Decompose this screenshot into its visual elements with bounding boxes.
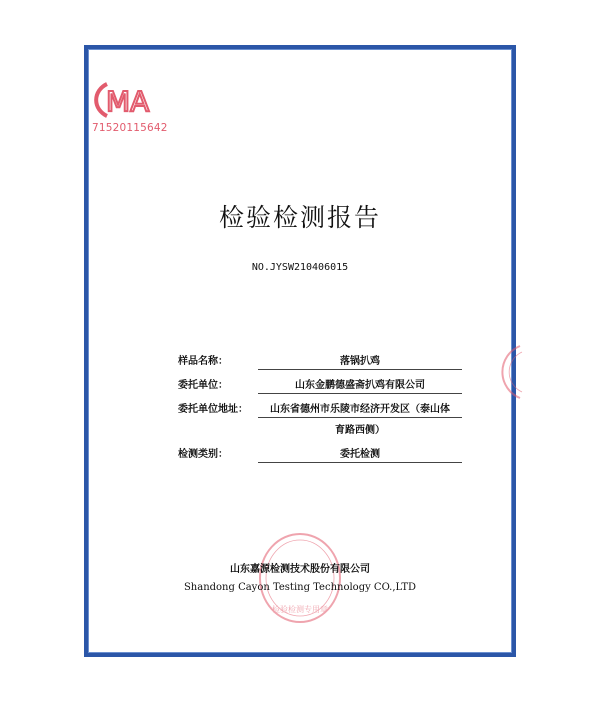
- sample-name-label: 样品名称：: [178, 356, 228, 367]
- cma-code: 71520115642: [92, 122, 168, 134]
- company-seal: [258, 532, 342, 624]
- test-category-label: 检测类别：: [178, 449, 228, 460]
- client-address-value-line1: 山东省德州市乐陵市经济开发区（泰山体: [258, 400, 462, 418]
- side-seal: [490, 342, 530, 402]
- company-name-en: Shandong Cayon Testing Technology CO.,LTD: [183, 582, 417, 593]
- ma-mark: MA: [106, 85, 150, 118]
- client-address-label: 委托单位地址：: [178, 404, 248, 415]
- client-value: 山东金鹏德盛斋扒鸡有限公司: [258, 376, 462, 394]
- cma-logo: [93, 80, 163, 120]
- report-title: 检验检测报告: [218, 203, 381, 232]
- company-name-cn: 山东嘉源检测技术股份有限公司: [230, 564, 370, 575]
- seal-text: 检验检测专用章: [272, 605, 328, 614]
- test-category-value: 委托检测: [258, 445, 462, 463]
- report-number: NO.JYSW210406015: [251, 262, 349, 273]
- client-label: 委托单位：: [178, 380, 228, 391]
- sample-name-value: 落锅扒鸡: [258, 352, 462, 370]
- client-address-value-line2: 育路西侧）: [335, 425, 385, 436]
